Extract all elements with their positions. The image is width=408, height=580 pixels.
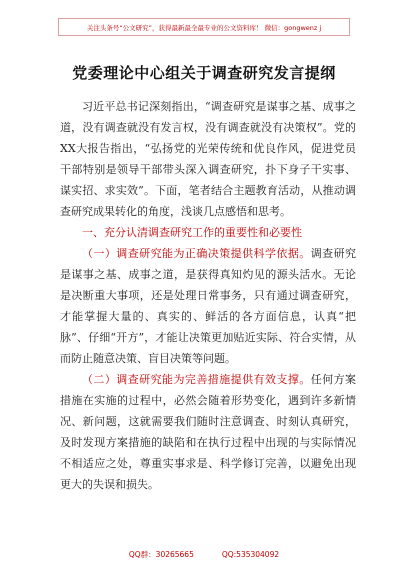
intro-paragraph: 习近平总书记深刻指出，“调查研究是谋事之基、成事之道，没有调查就没有发言权，没有调查就没有决策权”。党的XX大报告指出，“弘扬党的光荣传统和优良作风，促进党员干部特别是领导干部带头深入调查研究，扑下身子干实事、谋实招、求实效”。下面，笔者结合主题教育活动，从推动调查研究成果转化的角度，浅谈几点感悟和思考。 [60, 100, 356, 218]
footer-qq: QQ:535304092 [221, 550, 280, 559]
document-body [60, 96, 356, 495]
subsection-1-body: 调查研究是谋事之基、成事之道，是获得真知灼见的源头活水。无论是决断重大事项，还是处理日常事务，只有通过调查研究，才能掌握大量的、真实的、鲜活的各方面信息，认真“把脉”、仔细“开方”，才能让决策更加贴近实际、符合实情，从而防止随意决策、盲目决策等问题。 [60, 247, 357, 365]
subsection-2-paragraph [60, 369, 356, 495]
header-banner-text: 关注头条号“公文研究”，获得最新最全最专业的公文资料库！ 微信：gongwenz j [86, 23, 322, 32]
footer-qq-group: QQ群：30265665 [128, 550, 194, 559]
subsection-1-paragraph [60, 243, 356, 369]
footer [0, 549, 408, 560]
header-banner [58, 18, 350, 36]
subsection-2-body: 任何方案措施在实施的过程中，必然会随着形势变化，遇到许多新情况、新问题，这就需要我们随时注意调查、时刻认真研究，及时发现方案措施的缺陷和在执行过程中出现的与实际情况不相适应之处，尊重实事求是、科学修订完善，以避免出现更大的失误和损失。 [60, 373, 357, 491]
section-heading: 一、充分认清调查研究工作的重要性和必要性 [82, 226, 302, 239]
document-title: 党委理论中心组关于调查研究发言提纲 [72, 64, 336, 82]
subsection-1-heading: （一）调查研究能为正确决策提供科学依据。 [82, 247, 311, 260]
subsection-2-heading: （二）调查研究能为完善措施提供有效支撑。 [82, 373, 311, 386]
